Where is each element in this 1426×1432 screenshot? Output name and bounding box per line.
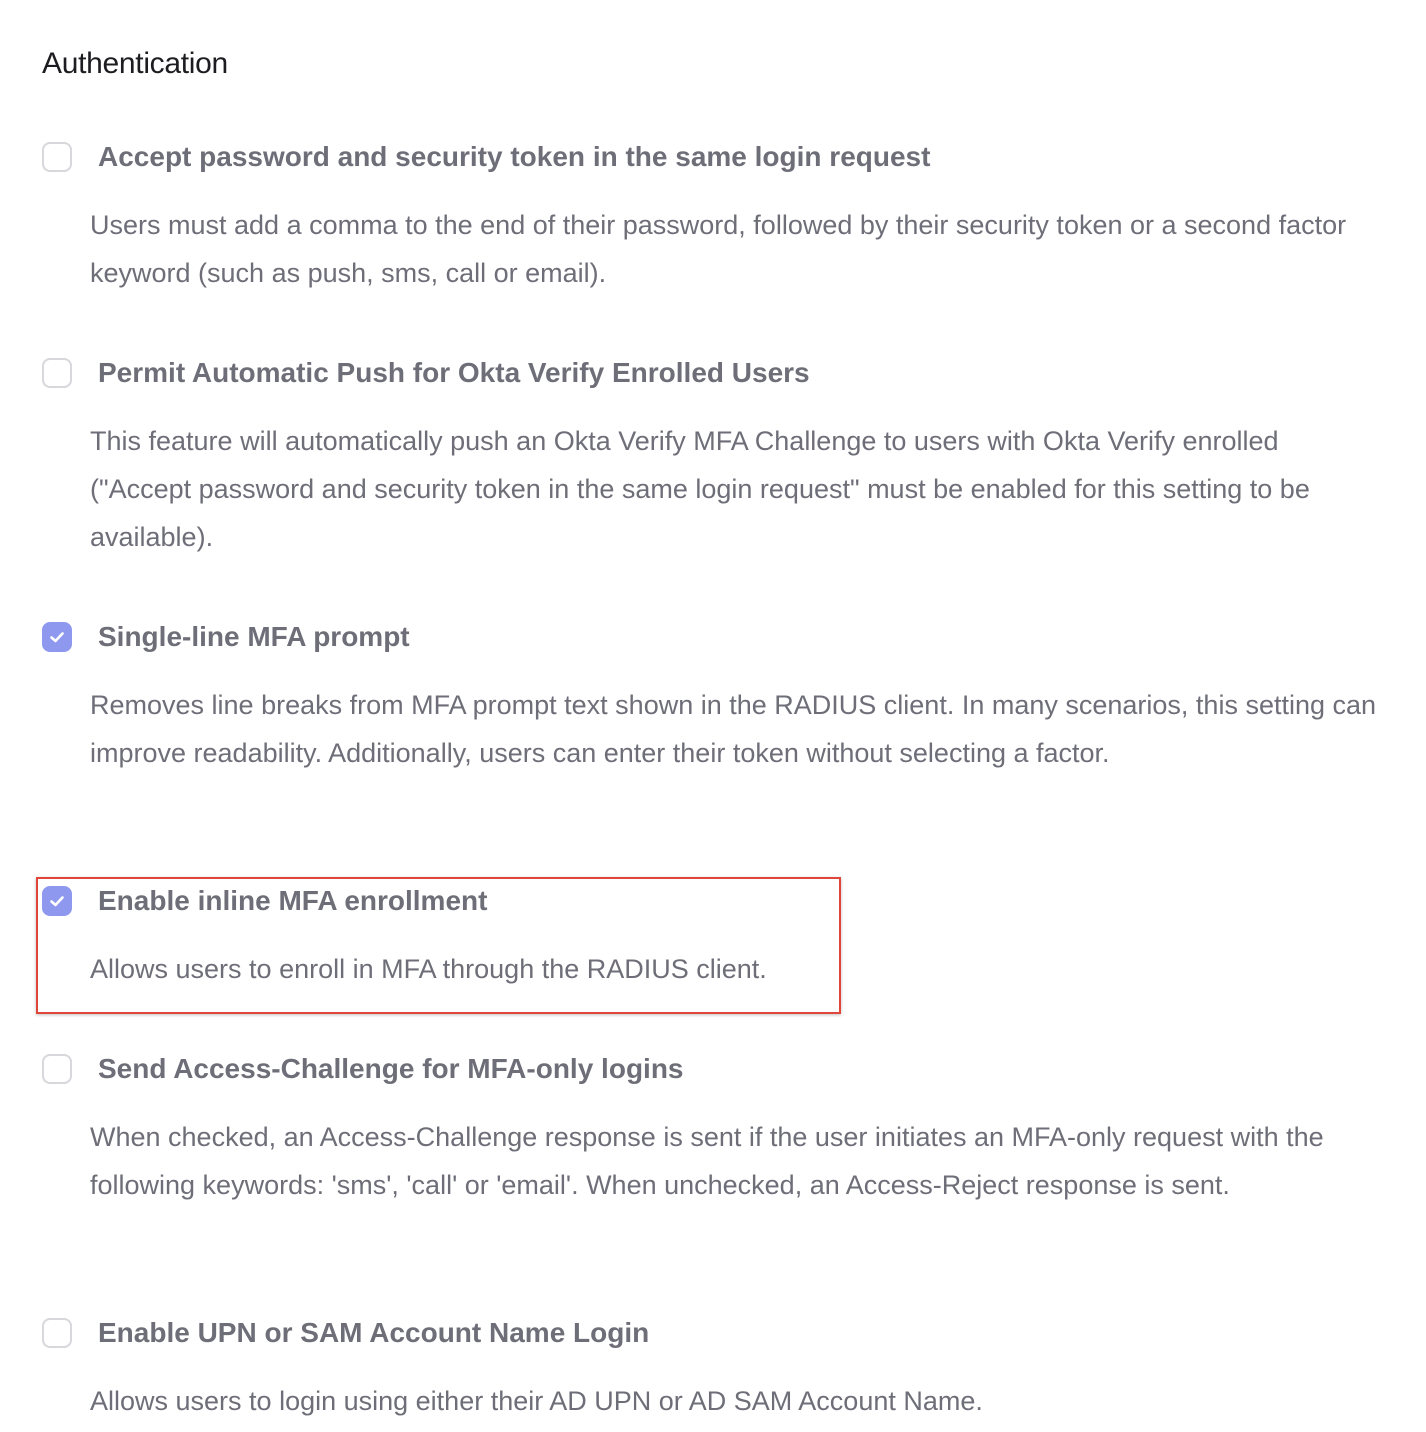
option-single-line-mfa (42, 617, 1382, 777)
option-row (42, 617, 1382, 657)
upn-sam-login-checkbox[interactable] (42, 1318, 72, 1348)
option-description: Users must add a comma to the end of their password, followed by their security token or a second factor keyword (such as push, sms, call or email). (90, 210, 1347, 288)
access-challenge-checkbox[interactable] (42, 1054, 72, 1084)
option-description: When checked, an Access-Challenge response is sent if the user initiates an MFA-only request with the following keywords: 'sms', 'call' or 'email'. When unchecked, an Access-Reject response is sent. (90, 1122, 1324, 1200)
option-description: Removes line breaks from MFA prompt text shown in the RADIUS client. In many scenarios, this setting can improve readability. Additionally, users can enter their token without selecting a factor. (90, 690, 1377, 768)
option-row (42, 137, 1382, 177)
inline-mfa-enrollment-checkbox[interactable] (42, 886, 72, 916)
option-inline-mfa-enrollment (42, 881, 1382, 993)
option-label[interactable]: Permit Automatic Push for Okta Verify Enrolled Users (98, 357, 810, 388)
check-icon (47, 627, 67, 647)
option-label[interactable]: Accept password and security token in the same login request (98, 141, 931, 172)
option-label[interactable]: Single-line MFA prompt (98, 621, 410, 652)
option-row (42, 353, 1382, 393)
option-row (42, 881, 1382, 921)
option-label[interactable]: Enable inline MFA enrollment (98, 885, 488, 916)
option-description: Allows users to enroll in MFA through the RADIUS client. (90, 954, 767, 984)
option-row (42, 1049, 1382, 1089)
option-description: Allows users to login using either their AD UPN or AD SAM Account Name. (90, 1386, 983, 1416)
option-row (42, 1313, 1382, 1353)
option-label[interactable]: Enable UPN or SAM Account Name Login (98, 1317, 650, 1348)
accept-password-token-checkbox[interactable] (42, 142, 72, 172)
check-icon (47, 891, 67, 911)
option-automatic-push (42, 353, 1382, 561)
option-description: This feature will automatically push an Okta Verify MFA Challenge to users with Okta Verify enrolled ("Accept password and security token in the same login request" must be enabled for this setting to be available). (90, 426, 1310, 552)
option-upn-sam-login (42, 1313, 1382, 1425)
option-access-challenge (42, 1049, 1382, 1209)
section-title: Authentication (42, 47, 228, 80)
single-line-mfa-checkbox[interactable] (42, 622, 72, 652)
option-label[interactable]: Send Access-Challenge for MFA-only logins (98, 1053, 684, 1084)
automatic-push-checkbox[interactable] (42, 358, 72, 388)
option-accept-password-token (42, 137, 1382, 297)
